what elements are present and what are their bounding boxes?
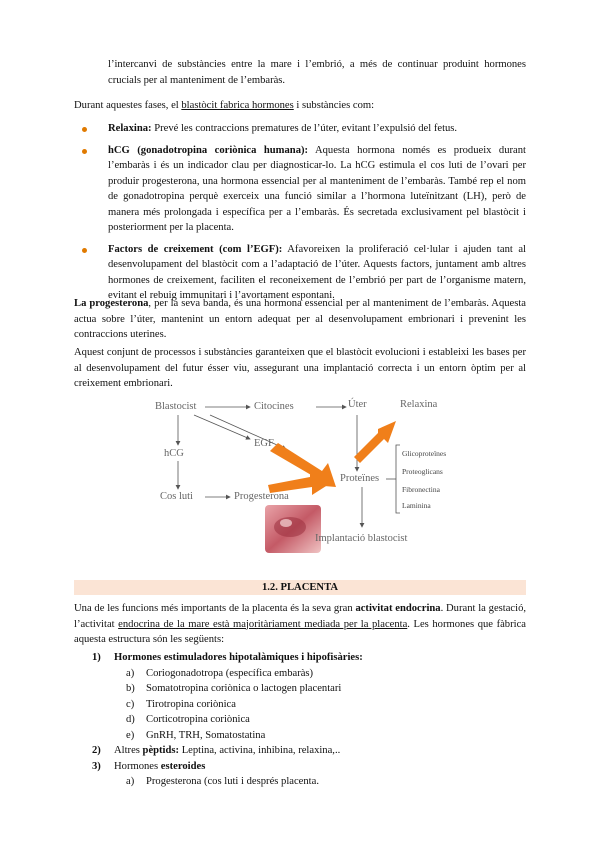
- arrow-blastocist-egf-2: [210, 415, 286, 449]
- label-glicoproteines: Glicoproteïnes: [402, 449, 447, 458]
- intro-continuation: l’intercanvi de substàncies entre la mare i l’embrió, a més de continuar produint hormones crucials per al manteniment de l’embaràs.: [108, 59, 526, 86]
- progesterona-paragraph: La progesterona, per la seva banda, és una hormona essencial per al manteniment de l’embaràs. Aquesta actua sobre l’úter, mantenint un entorn adequat per al desenvolupament embrionari i prevenint les contraccions uterines.: [74, 298, 527, 340]
- label-citocines: Citocines: [254, 401, 294, 412]
- label-uter: Úter: [348, 399, 367, 410]
- sub-item-1d: d) Corticotropina coriònica: [126, 714, 250, 725]
- protein-bracket: [396, 445, 400, 513]
- list-item-1: 1) Hormones estimuladores hipotalàmiques i hipofisàries:: [92, 652, 363, 663]
- label-laminina: Laminina: [402, 501, 431, 510]
- sub-item-1a: a) Coriogonadotropa (específica embaràs): [126, 667, 314, 679]
- list-item-2: 2) Altres pèptids: Leptina, activina, inhibina, relaxina,..: [92, 745, 341, 756]
- hormone-bullet-list: [80, 121, 526, 310]
- list-item-3: 3) Hormones esteroides: [92, 760, 206, 772]
- label-implantacio: Implantació blastocist: [315, 533, 408, 544]
- label-cos-luti: Cos luti: [160, 491, 193, 502]
- bullet-dot-icon: [82, 149, 87, 154]
- placenta-hormone-list: [92, 650, 526, 790]
- section-heading-placenta: 1.2. PLACENTA: [74, 580, 526, 595]
- bullet-hcg: hCG (gonadotropina coriònica humana): Aquesta hormona només es produeix durant l’embaràs i és un indicador clau per diagnosticar-lo. La hCG estimula el cos luti de l’ovari per produir progesterona, una hormona essencial per al manteniment de l’embaràs. També rep el nom de gonadotropina perquè exerceix una funció similar a l’hormona luteïnitzant (LH), però de manera més prolongada i específica per a l’embaràs. És secretada exclusivament pel blastòcit i posteriorment per la placenta.: [80, 143, 526, 236]
- blastocist-diagram: [150, 393, 450, 565]
- orange-arrow-relaxina: [354, 421, 396, 463]
- label-fibronectina: Fibronectina: [402, 485, 440, 494]
- bullet-growth-factors: Factors de creixement (com l’EGF): Afavoreixen la proliferació cel·lular i ajuden tant al desenvolupament del blastòcit com a l’adaptació de l’úter. Aquests factors, juntament amb altres hormones de creixement, faciliten el reconeixement de l’embrió per part de l’organisme matern, evitant el rebuig immunitari i l’avortament espontani.: [80, 242, 526, 304]
- label-proteines: Proteïnes: [340, 473, 380, 484]
- bullet-dot-icon: [82, 127, 87, 132]
- label-relaxina: Relaxina: [400, 399, 438, 410]
- sub-item-1e: e) GnRH, TRH, Somatostatina: [126, 729, 266, 741]
- sub-item-3a: a) Progesterona (cos luti i després placenta.: [126, 776, 319, 787]
- label-hcg: hCG: [164, 448, 184, 459]
- bullet-dot-icon: [82, 248, 87, 253]
- conjunt-paragraph: Aquest conjunt de processos i substàncies garanteixen que el blastòcit evolucioni i estableixi les bases per al desenvolupament del futur ésser viu, assegurant una implantació correcta i un entorn òptim per al creixement embrionari.: [74, 347, 526, 389]
- sub-item-1b: b) Somatotropina coriònica o lactogen placentari: [126, 683, 342, 694]
- label-progesterona: Progesterona: [234, 491, 289, 502]
- bullet-relaxina: Relaxina: Prevé les contraccions prematures de l’úter, evitant l’expulsió del fetus.: [80, 121, 526, 137]
- arrow-blastocist-egf: [194, 415, 250, 439]
- label-blastocist: Blastocist: [155, 401, 197, 412]
- phases-paragraph: Durant aquestes fases, el blastòcit fabrica hormones i substàncies com:: [74, 100, 375, 111]
- placenta-intro-paragraph: Una de les funcions més importants de la placenta és la seva gran activitat endocrina. Durant la gestació, l’activitat endocrina de la mare està majoritàriament mediada per la placenta. Les hormones que fàbrica aquesta estructura són les següents:: [74, 603, 527, 645]
- label-proteoglicans: Proteoglicans: [402, 467, 443, 476]
- sub-item-1c: c) Tirotropina coriònica: [126, 698, 236, 710]
- label-egf: EGF: [254, 438, 274, 449]
